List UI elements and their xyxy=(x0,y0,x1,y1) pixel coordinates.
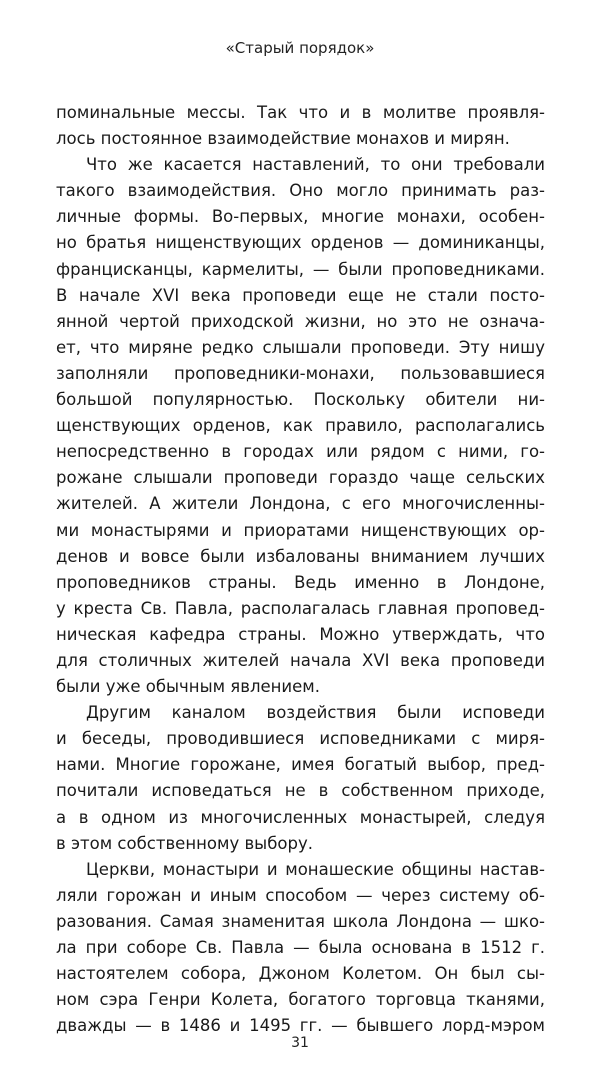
body-text xyxy=(56,100,545,1039)
text-line: непосредственно в городах или рядом с ними, го- xyxy=(56,442,545,462)
text-line: нами. Многие горожане, имея богатый выбор, пред- xyxy=(56,755,545,775)
text-line: дважды — в 1486 и 1495 гг. — бывшего лорд-мэром xyxy=(56,1016,545,1036)
text-line: В начале XVI века проповеди еще не стали посто- xyxy=(56,285,545,305)
text-line: ническая кафедра страны. Можно утверждать, что xyxy=(56,624,545,644)
text-line: заполняли проповедники-монахи, пользовавшиеся xyxy=(56,363,545,383)
text-line: лось постоянное взаимодействие монахов и мирян. xyxy=(56,129,510,149)
page-number: 31 xyxy=(291,1035,309,1051)
text-line: для столичных жителей начала XVI века проповеди xyxy=(56,650,545,670)
text-line: щенствующих орденов, как правило, располагались xyxy=(56,416,545,436)
text-line: денов и вовсе были избалованы вниманием лучших xyxy=(56,546,545,566)
text-line: ном сэра Генри Колета, богатого торговца тканями, xyxy=(56,990,545,1010)
text-line: разования. Самая знаменитая школа Лондона — шко- xyxy=(56,911,545,931)
text-line: жителей. А жители Лондона, с его многочисленны- xyxy=(56,494,545,514)
text-line: поминальные мессы. Так что и в молитве проявля- xyxy=(56,103,545,122)
text-line: проповедников страны. Ведь именно в Лондоне, xyxy=(56,572,545,592)
text-line: настоятелем собора, Джоном Колетом. Он был сы- xyxy=(56,964,545,984)
text-line: были уже обычным явлением. xyxy=(56,677,320,697)
text-line: ляли горожан и иным способом — через систему об- xyxy=(56,885,545,905)
text-line: большой популярностью. Поскольку обители ни- xyxy=(56,390,545,410)
running-title: «Старый порядок» xyxy=(225,39,375,57)
text-line: и беседы, проводившиеся исповедниками с миря- xyxy=(56,729,545,749)
text-line: ми монастырями и приоратами нищенствующих ор- xyxy=(56,520,545,540)
text-line: янной чертой приходской жизни, но это не означа- xyxy=(56,311,545,331)
text-line: личные формы. Во-первых, многие монахи, особен- xyxy=(56,207,545,227)
text-line: Церкви, монастыри и монашеские общины настав- xyxy=(86,859,545,879)
text-line: ет, что миряне редко слышали проповеди. Эту нишу xyxy=(56,337,545,357)
text-line: такого взаимодействия. Оно могло принимать раз- xyxy=(56,181,545,201)
text-line: Другим каналом воздействия были исповеди xyxy=(86,703,545,723)
text-line: у креста Св. Павла, располагалась главная проповед- xyxy=(56,598,545,618)
text-line: в этом собственному выбору. xyxy=(56,833,313,853)
text-line: Что же касается наставлений, то они требовали xyxy=(86,155,545,175)
text-line: но братья нищенствующих орденов — доминиканцы, xyxy=(56,233,545,253)
text-line: францисканцы, кармелиты, — были проповедниками. xyxy=(56,259,545,279)
text-line: ла при соборе Св. Павла — была основана в 1512 г. xyxy=(56,938,545,957)
text-line: рожане слышали проповеди гораздо чаще сельских xyxy=(56,468,545,488)
text-line: а в одном из многочисленных монастырей, следуя xyxy=(56,807,545,827)
text-line: почитали исповедаться не в собственном приходе, xyxy=(56,781,545,801)
